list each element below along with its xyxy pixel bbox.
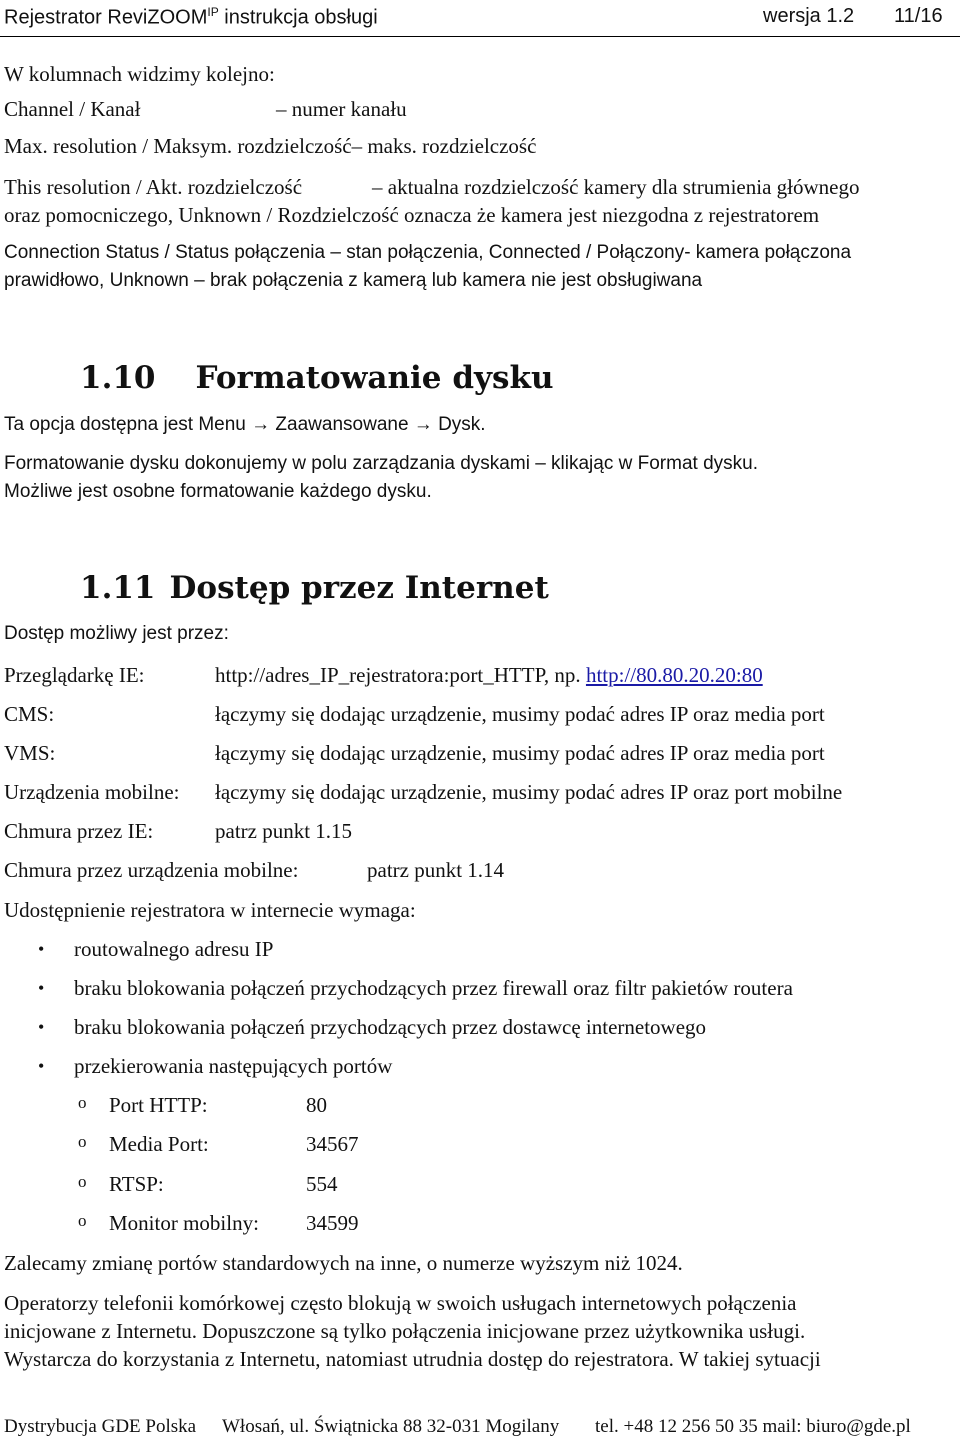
bullet-icon: •	[38, 939, 45, 959]
cms-value: łączymy się dodając urządzenie, musimy podać adres IP oraz media port	[215, 702, 825, 726]
circle-bullet-icon: o	[78, 1093, 87, 1112]
channel-label: Channel / Kanał	[4, 97, 141, 121]
browser-url-template: http://adres_IP_rejestratora:port_HTTP, np.	[215, 663, 586, 687]
this-resolution-label: This resolution / Akt. rozdzielczość	[4, 175, 303, 199]
cloud-mobile-label: Chmura przez urządzenia mobilne:	[4, 858, 299, 882]
cloud-ie-value: patrz punkt 1.15	[215, 819, 353, 843]
footer-address: Włosań, ul. Świątnicka 88 32-031 Mogilany	[222, 1416, 560, 1437]
header-title-rest: instrukcja obsługi	[218, 6, 378, 29]
columns-intro: W kolumnach widzimy kolejno:	[4, 62, 275, 86]
header-divider	[0, 36, 960, 37]
this-resolution-line2: oraz pomocniczego, Unknown / Rozdzielczość oznacza że kamera jest niezgodna z rejestratorem	[4, 203, 820, 227]
bullet-icon: •	[38, 1017, 45, 1037]
connection-status-line2: prawidłowo, Unknown – brak połączenia z kamerą lub kamera nie jest obsługiwana	[4, 270, 703, 291]
browser-value	[215, 663, 763, 688]
bullet-icon: •	[38, 978, 45, 998]
vms-label: VMS:	[4, 741, 56, 765]
header-title	[4, 5, 378, 30]
header-page-number: 11/16	[894, 5, 943, 27]
cloud-mobile-value: patrz punkt 1.14	[367, 858, 505, 882]
access-intro: Dostęp możliwy jest przez:	[4, 623, 229, 644]
operators-line1: Operatorzy telefonii komórkowej często blokują w swoich usługach internetowych połączenia	[4, 1291, 797, 1315]
cms-label: CMS:	[4, 702, 55, 726]
circle-bullet-icon: o	[78, 1211, 87, 1230]
requirement-item: routowalnego adresu IP	[74, 937, 274, 961]
channel-desc: – numer kanału	[276, 97, 407, 121]
port-value: 80	[306, 1093, 327, 1117]
header-version: wersja 1.2	[763, 5, 855, 27]
port-name: RTSP:	[109, 1172, 164, 1196]
requirements-intro: Udostępnienie rejestratora w internecie wymaga:	[4, 898, 416, 922]
section-heading-1-11	[80, 570, 549, 606]
port-name: Monitor mobilny:	[109, 1211, 259, 1235]
mobile-label: Urządzenia mobilne:	[4, 780, 180, 804]
footer-contact: tel. +48 12 256 50 35 mail: biuro@gde.pl	[595, 1416, 911, 1437]
browser-label: Przeglądarkę IE:	[4, 663, 145, 687]
requirement-item: braku blokowania połączeń przychodzących przez dostawcę internetowego	[74, 1015, 707, 1039]
port-value: 34567	[306, 1132, 359, 1156]
port-value: 554	[306, 1172, 338, 1196]
format-menu-path: Ta opcja dostępna jest Menu → Zaawansowane → Dysk.	[4, 414, 486, 435]
section-number: 1.10	[80, 360, 156, 396]
requirement-item: przekierowania następujących portów	[74, 1054, 393, 1078]
section-number: 1.11	[80, 570, 156, 606]
port-name: Port HTTP:	[109, 1093, 208, 1117]
section-title: Formatowanie dysku	[195, 360, 554, 396]
example-url-link[interactable]: http://80.80.20.20:80	[585, 663, 763, 687]
bullet-icon: •	[38, 1056, 45, 1076]
section-heading-1-10	[80, 360, 553, 396]
header-title-main: Rejestrator ReviZOOM	[4, 6, 208, 29]
format-desc-line1: Formatowanie dysku dokonujemy w polu zarządzania dyskami – klikając w Format dysku.	[4, 453, 758, 474]
vms-value: łączymy się dodając urządzenie, musimy podać adres IP oraz media port	[215, 741, 825, 765]
this-resolution-desc: – aktualna rozdzielczość kamery dla strumienia głównego	[372, 175, 860, 199]
operators-line2: inicjowane z Internetu. Dopuszczone są tylko połączenia inicjowane przez użytkownika usługi.	[4, 1319, 806, 1343]
footer-distributor: Dystrybucja GDE Polska	[4, 1416, 197, 1437]
max-resolution: Max. resolution / Maksym. rozdzielczość– maks. rozdzielczość	[4, 134, 537, 158]
port-name: Media Port:	[109, 1132, 209, 1156]
header-title-sup: IP	[207, 5, 219, 19]
requirement-item: braku blokowania połączeń przychodzących przez firewall oraz filtr pakietów routera	[74, 976, 793, 1000]
operators-line3: Wystarcza do korzystania z Internetu, natomiast utrudnia dostęp do rejestratora. W takiej sytuacji	[4, 1347, 821, 1371]
connection-status-line1: Connection Status / Status połączenia – stan połączenia, Connected / Połączony- kamera połączona	[4, 242, 852, 263]
port-value: 34599	[306, 1211, 359, 1235]
mobile-value: łączymy się dodając urządzenie, musimy podać adres IP oraz port mobilne	[215, 780, 843, 804]
circle-bullet-icon: o	[78, 1172, 87, 1191]
cloud-ie-label: Chmura przez IE:	[4, 819, 154, 843]
section-title: Dostęp przez Internet	[169, 570, 549, 606]
port-recommendation: Zalecamy zmianę portów standardowych na inne, o numerze wyższym niż 1024.	[4, 1251, 683, 1275]
format-desc-line2: Możliwe jest osobne formatowanie każdego dysku.	[4, 481, 432, 502]
circle-bullet-icon: o	[78, 1132, 87, 1151]
